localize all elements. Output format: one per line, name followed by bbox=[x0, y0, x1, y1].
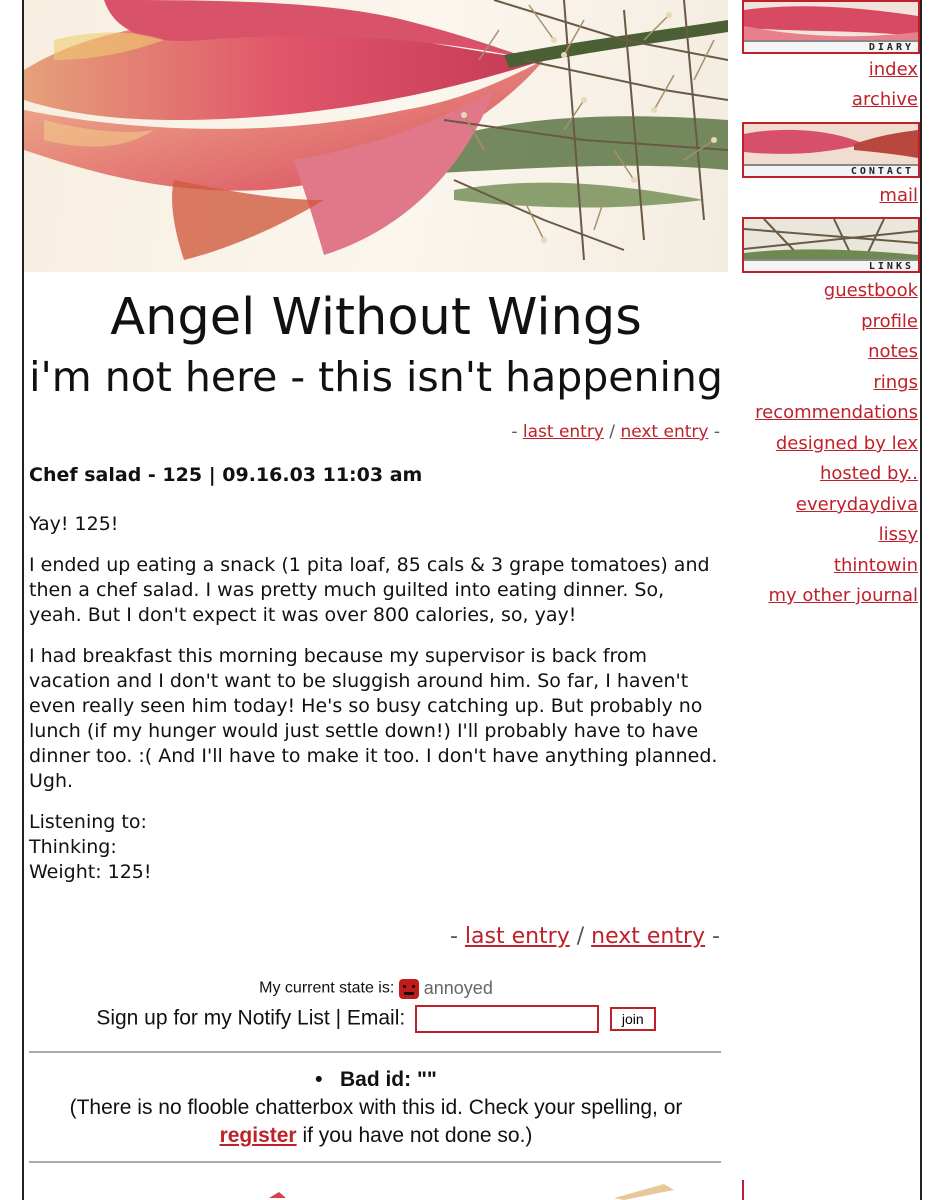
entry-nav-bottom bbox=[24, 924, 720, 949]
links-banner-label: LINKS bbox=[744, 259, 918, 271]
current-state bbox=[24, 978, 728, 999]
lily-illustration bbox=[24, 0, 728, 272]
error-message-pre: (There is no flooble chatterbox with this id. Check your spelling, or bbox=[69, 1096, 683, 1119]
sidebar-item-guestbook[interactable]: guestbook bbox=[823, 280, 918, 301]
footer-decoration bbox=[24, 1180, 728, 1200]
mood-indicator bbox=[399, 978, 493, 999]
sidebar-item-hosted-by[interactable]: hosted by.. bbox=[819, 463, 918, 484]
sidebar-item-recommendations[interactable]: recommendations bbox=[755, 402, 918, 423]
sidebar-item-index[interactable]: index bbox=[868, 59, 918, 80]
entry-heading: Chef salad - 125 | 09.16.03 11:03 am bbox=[29, 464, 423, 486]
sidebar-bottom-edge bbox=[742, 1180, 922, 1200]
nav-sep: / bbox=[569, 924, 592, 949]
next-entry-link-bottom[interactable]: next entry bbox=[591, 924, 706, 949]
error-title: • Bad id: "" bbox=[315, 1068, 437, 1091]
entry-paragraph: I ended up eating a snack (1 pita loaf, 85 cals & 3 grape tomatoes) and then a chef salad. I was pretty much guilted into eating dinner. So, yeah. But I don't expect it was over 800 calories, so, yay! bbox=[29, 554, 710, 626]
mood-text: annoyed bbox=[423, 978, 493, 998]
entry-body bbox=[29, 512, 719, 885]
header-image-lily bbox=[24, 0, 728, 272]
sidebar-item-lissy[interactable]: lissy bbox=[878, 524, 918, 545]
contact-banner-label: CONTACT bbox=[744, 164, 918, 176]
sidebar-item-archive[interactable]: archive bbox=[851, 89, 918, 110]
entry-paragraph: Yay! 125! bbox=[29, 513, 119, 535]
sidebar-item-my-other-journal[interactable]: my other journal bbox=[768, 585, 918, 606]
listening-to: Listening to: bbox=[29, 811, 147, 833]
last-entry-link[interactable]: last entry bbox=[522, 422, 604, 442]
nav-sep: - bbox=[511, 422, 523, 442]
entry-nav-top bbox=[24, 422, 720, 442]
error-message-post: if you have not done so.) bbox=[296, 1124, 533, 1147]
annoyed-face-icon bbox=[399, 979, 419, 999]
sidebar-item-mail[interactable]: mail bbox=[879, 185, 918, 206]
thinking: Thinking: bbox=[29, 836, 117, 858]
next-entry-link[interactable]: next entry bbox=[620, 422, 709, 442]
entry-paragraph: I had breakfast this morning because my supervisor is back from vacation and I don't want to be sluggish around him. So far, I haven't even really seen him today! He's so busy catching up. But probably no lunch (if my hunger would just settle down!) I'll probably have to have dinner too. :( And I'll have to make it too. I don't have anything planned. Ugh. bbox=[29, 645, 718, 792]
sidebar-item-designed-by[interactable]: designed by lex bbox=[775, 433, 918, 454]
divider bbox=[29, 1051, 721, 1053]
join-button[interactable]: join bbox=[610, 1007, 656, 1031]
links-banner bbox=[742, 217, 920, 273]
sidebar-item-thintowin[interactable]: thintowin bbox=[833, 555, 918, 576]
error-title-text: Bad id: "" bbox=[339, 1068, 437, 1091]
notify-signup bbox=[24, 1005, 728, 1033]
error-message bbox=[24, 1094, 728, 1150]
register-link[interactable]: register bbox=[219, 1124, 297, 1147]
nav-sep: - bbox=[705, 924, 720, 949]
last-entry-link-bottom[interactable]: last entry bbox=[464, 924, 570, 949]
nav-sep: - bbox=[708, 422, 720, 442]
nav-sep: / bbox=[603, 422, 621, 442]
chatterbox-error bbox=[24, 1066, 728, 1150]
diary-banner-label: DIARY bbox=[744, 40, 918, 52]
contact-banner bbox=[742, 122, 920, 178]
notify-label: Sign up for my Notify List | Email: bbox=[96, 1006, 406, 1030]
sidebar-item-rings[interactable]: rings bbox=[873, 372, 918, 393]
sidebar-item-profile[interactable]: profile bbox=[861, 311, 918, 332]
diary-banner bbox=[742, 0, 920, 54]
state-label: My current state is: bbox=[259, 979, 395, 997]
divider bbox=[29, 1161, 721, 1163]
nav-sep: - bbox=[449, 924, 465, 949]
journal-title: Angel Without Wings bbox=[110, 288, 642, 347]
journal-subtitle: i'm not here - this isn't happening bbox=[29, 353, 723, 401]
email-field[interactable] bbox=[415, 1005, 599, 1033]
weight: Weight: 125! bbox=[29, 861, 152, 883]
sidebar-item-notes[interactable]: notes bbox=[868, 341, 918, 362]
sidebar-item-everydaydiva[interactable]: everydaydiva bbox=[795, 494, 918, 515]
